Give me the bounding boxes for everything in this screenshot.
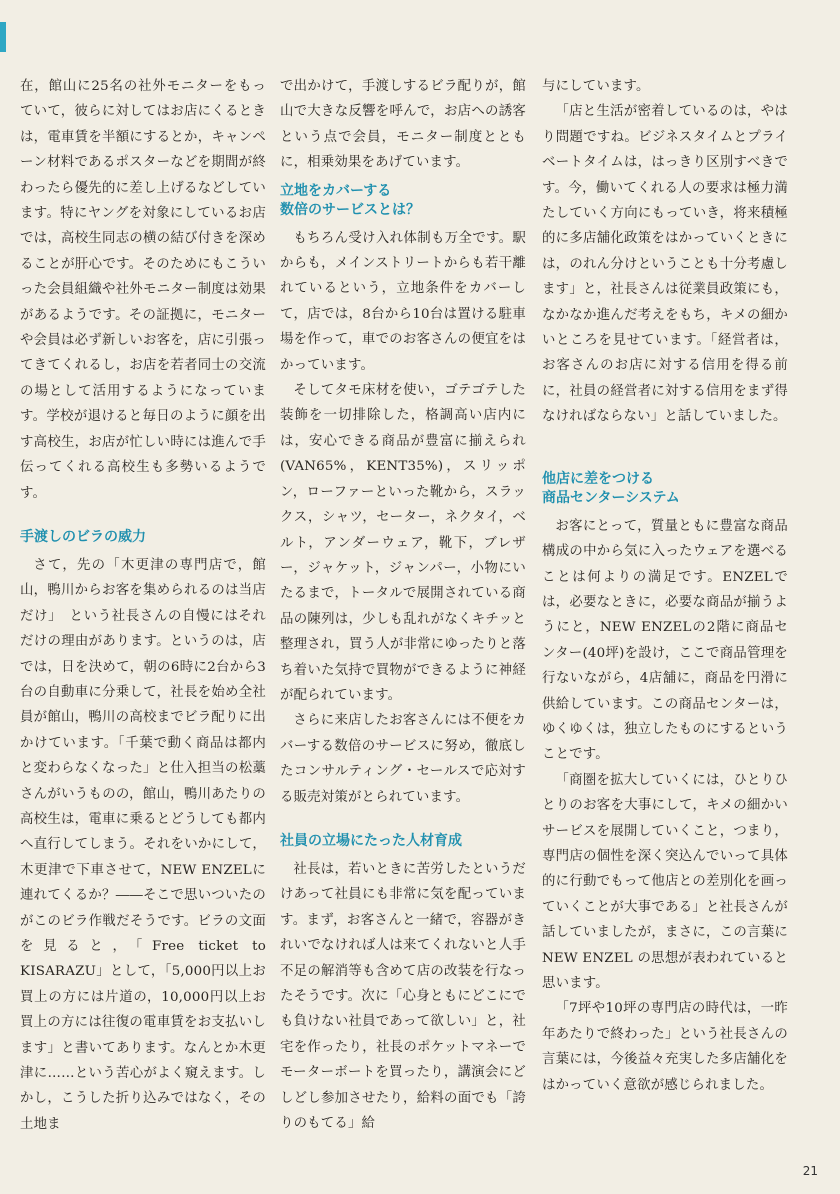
paragraph: 在，館山に25名の社外モニターをもっていて，彼らに対してはお店にくるときは，電車賃を半額にするとか，キャンペーン材料であるポスターなどを期間が終わったら優先的に差し上げるなどしています。特にヤングを対象にしているお店では，高校生同志の横の結び付きを深めることが肝心です。そのためにもこういった会員組織や社外モニター制度は効果があるようです。その証拠に，モニターや会員は必ず新しいお客を，店に引張ってきてくれるし，お店を若者同士の交流の場として活用するようになっています。学校が退けると毎日のように顔を出す高校生，お店が忙しい時には進んで手伝ってくれる高校生も多勢いるようです。	[20, 79, 266, 501]
paragraph: 社長は，若いときに苦労したというだけあって社員にも非常に気を配っています。まず，お客さんと一緒で，容器がきれいでなければ人は来てくれないと人手不足の解消等も含めて店の改装を行なったそうです。次に「心身ともにどこにでも負けない社員であって欲しい」と，社宅を作ったり，社長のポケットマネーでモーターボートを買ったり，講演会にどしどし参加させたり，給料の面でも「誇りのもてる」給	[280, 861, 526, 1132]
paragraph: 与にしています。	[542, 79, 650, 94]
section-heading: 社員の立場にたった人材育成	[280, 832, 462, 849]
paragraph: さて，先の「木更津の専門店で，館山，鴨川からお客を集められるのは当店だけ」 という社長さんの自慢にはそれだけの理由があります。というのは，店では，日を決めて，朝の6時に2台から3台の自動車に分乗して，社長を始め全社員が館山，鴨川の高校までビラ配りに出かけています。「千葉で動く商品は都内と変わらなくなった」と仕入担当の松藁さんがいうものの，館山，鴨川あたりの高校生は，電車に乗るとどうしても都内へ直行してしまう。それをいかにして，木更津で下車させて，NEW ENZELに連れてくるか？――そこで思いついたのがこのビラ作戦だそうです。ビラの文面を見ると，「Free ticket to KISARAZU」として，「5,000円以上お買上の方には片道の，10,000円以上お買上の方には往復の電車賃をお支払いします」と書いてあります。なんとか木更津に……という苦心がよく窺えます。しかし，こうした折り込みではなく，その土地ま	[20, 557, 280, 1132]
paragraph: 「7坪や10坪の専門店の時代は，一昨年あたりで終わった」という社長さんの言葉には，今後益々充実した多店舗化をはかっていく意欲が感じられました。	[542, 1001, 788, 1093]
text-column-2	[280, 74, 526, 1136]
paragraph: 「店と生活が密着しているのは，やはり問題ですね。ビジネスタイムとプライベートタイムは，はっきり区別すべきです。今，働いてくれる人の要求は極力満たしていく方向にもっていき，将来積極的に多店舗化政策をはかっていくときには，のれん分けということも十分考慮します」と，社長さんは従業員政策にも，なかなか進んだ考えをもち，キメの細かいところを見せています。「経営者は，お客さんのお店に対する信用を得る前に，社員の経営者に対する信用をまず得なければならない」と話していました。	[542, 104, 788, 425]
section-heading: 手渡しのビラの威力	[20, 528, 146, 545]
paragraph: さらに来店したお客さんには不便をカバーする数倍のサービスに努め，徹底したコンサルティング・セールスで応対する販売対策がとられています。	[280, 713, 526, 805]
page-edge-marker	[0, 22, 6, 52]
paragraph: で出かけて，手渡しするビラ配りが，館山で大きな反響を呼んで，お店への誘客という点で会員，モニター制度とともに，相乗効果をあげています。	[280, 79, 526, 171]
paragraph: もちろん受け入れ体制も万全です。駅からも，メインストリートからも若干離れているという，立地条件をカバーして，店では，8台から10台は置ける駐車場を作って，車でのお客さんの便宜をはかっています。	[280, 230, 526, 373]
text-column-1	[20, 74, 280, 1137]
text-column-3	[542, 74, 788, 1098]
paragraph: 「商圏を拡大していくには，ひとりひとりのお客を大事にして，キメの細かいサービスを展開していくこと，つまり，専門店の個性を深く突込んでいって具体的に行動でもって他店との差別化を画っていくことが大事である」と社長さんが話していましたが，まさに，この言葉にNEW ENZEL の思想が表われていると思います。	[542, 772, 788, 991]
section-heading: 他店に差をつける 商品センターシステム	[542, 470, 680, 506]
section-heading: 立地をカバーする 数倍のサービスとは？	[280, 182, 420, 218]
paragraph: そしてタモ床材を使い，ゴテゴテした装飾を一切排除した，格調高い店内には，安心できる商品が豊富に揃えられ(VAN65%，KENT35%)，スリッポン，ローファーといった靴から，スラックス，シャツ，セーター，ネクタイ，ベルト，アンダーウェア，靴下，ブレザー，ジャケット，ジャンパー，小物にいたるまで，トータルで展開されている商品の陳列は，少しも乱れがなくキチッと整理され，買う人が非常にゆったりと落ち着いた気持で買物ができるように神経が配られています。	[280, 383, 526, 703]
paragraph: お客にとって，質量ともに豊富な商品構成の中から気に入ったウェアを選べることは何よりの満足です。ENZELでは，必要なときに，必要な商品が揃うようにと，NEW ENZELの2階に商品センター(40坪)を設け，ここで商品管理を行ないながら，4店舗に，商品を円滑に供給しています。この商品センターは，ゆくゆくは，独立したものにするということです。	[542, 518, 788, 763]
page-number: 21	[802, 1164, 818, 1178]
